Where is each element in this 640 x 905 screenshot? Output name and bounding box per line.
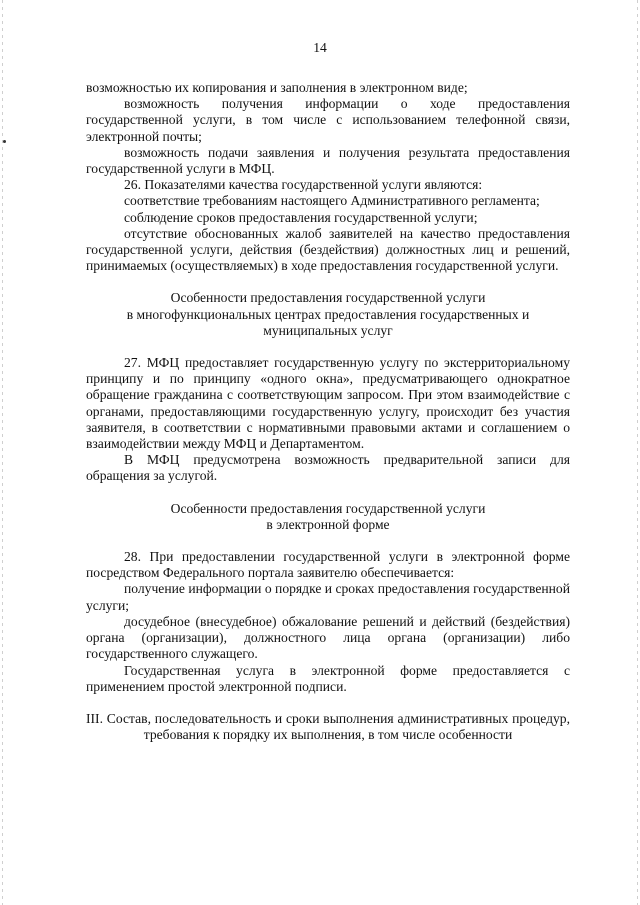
paragraph: В МФЦ предусмотрена возможность предварительной записи для обращения за услугой. — [86, 452, 570, 484]
section-heading-line: Особенности предоставления государственной услуги — [170, 290, 486, 306]
paragraph: 27. МФЦ предоставляет государственную услугу по экстерриториальному принципу и по принципу «одного окна», предусматривающего однократное обращение гражданина с соответствующим запросом. При этом взаимодействие с органами, предоставляющими государственную услугу, происходит без участия заявителя, в соответствии с нормативными правовыми актами и соглашением о взаимодействии между МФЦ и Департаментом. — [86, 355, 570, 452]
scan-edge-left — [2, 0, 3, 905]
paragraph: возможностью их копирования и заполнения в электронном виде; — [86, 80, 468, 95]
chapter-heading: III. Состав, последовательность и сроки выполнения административных процедур, требования к порядку их выполнения, в том числе особенности — [86, 710, 570, 743]
scan-speck — [3, 140, 6, 143]
paragraph: Государственная услуга в электронной форме предоставляется с применением простой электронной подписи. — [86, 662, 570, 694]
document-body — [86, 80, 570, 743]
section-heading-line: Особенности предоставления государственной услуги — [170, 500, 486, 516]
paragraph: 28. При предоставлении государственной услуги в электронной форме посредством Федерального портала заявителю обеспечивается: — [86, 549, 570, 581]
page-number: 14 — [313, 40, 327, 55]
paragraph: отсутствие обоснованных жалоб заявителей на качество предоставления государственной услуги, действия (бездействия) должностных лиц и решений, принимаемых (осуществляемых) в ходе предоставления государственной услуги. — [86, 225, 570, 274]
paragraph: соблюдение сроков предоставления государственной услуги; — [124, 209, 478, 225]
paragraph: возможность подачи заявления и получения результата предоставления государственной услуги в МФЦ. — [86, 144, 570, 177]
paragraph: соответствие требованиям настоящего Административного регламента; — [124, 193, 540, 209]
section-heading-line: в электронной форме — [266, 516, 390, 532]
paragraph: 26. Показателями качества государственной услуги являются: — [124, 177, 483, 193]
section-heading-line: муниципальных услуг — [263, 322, 393, 338]
scan-edge-right — [637, 0, 638, 905]
section-heading-line: в многофункциональных центрах предоставления государственных и — [126, 306, 530, 322]
paragraph: возможность получения информации о ходе предоставления государственной услуги, в том числе с использованием телефонной связи, электронной почты; — [86, 96, 570, 144]
paragraph: получение информации о порядке и сроках предоставления государственной услуги; — [86, 581, 570, 613]
paragraph: досудебное (внесудебное) обжалование решений и действий (бездействия) органа (организации), должностного лица органа (организации) либо государственного служащего. — [86, 613, 570, 662]
